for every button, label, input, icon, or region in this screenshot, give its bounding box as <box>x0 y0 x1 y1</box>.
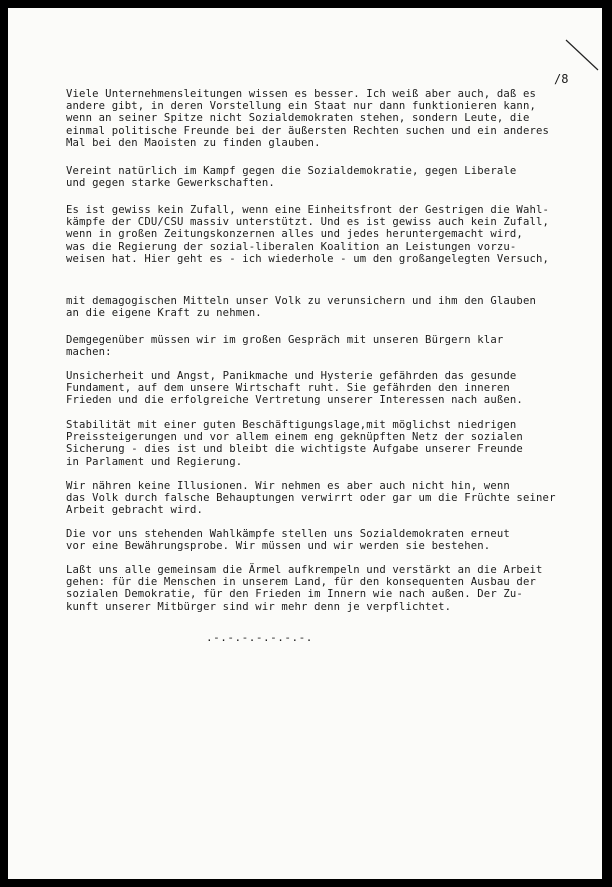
paragraph-6: Unsicherheit und Angst, Panikmache und Hysterie gefährden das gesunde Fundament, auf dem unsere Wirtschaft ruht. Sie gefährden den inneren Frieden und die erfolgreiche Vertretung unserer Interessen nach außen. <box>66 370 523 407</box>
paragraph-10: Laßt uns alle gemeinsam die Ärmel aufkrempeln und verstärkt an die Arbeit gehen: für die Menschen in unserem Land, für den konsequenten Ausbau der sozialen Demokratie, für den Frieden im Innern wie nach außen. Der Zu- kunft unserer Mitbürger sind wir mehr denn je verpflichtet. <box>66 564 543 613</box>
paragraph-9: Die vor uns stehenden Wahlkämpfe stellen uns Sozialdemokraten erneut vor eine Bewährungsprobe. Wir müssen und wir werden sie bestehen. <box>66 528 510 553</box>
paragraph-4: mit demagogischen Mitteln unser Volk zu verunsichern und ihm den Glauben an die eigene Kraft zu nehmen. <box>66 295 537 320</box>
paragraph-7: Stabilität mit einer guten Beschäftigungslage,mit möglichst niedrigen Preissteigerungen und vor allem einem eng geknüpften Netz der sozialen Sicherung - dies ist und bleibt die wichtigste Aufgabe unserer Freunde in Parlament und Regierung. <box>66 419 523 468</box>
page-number: /8 <box>554 72 569 86</box>
paragraph-5: Demgegenüber müssen wir im großen Gespräch mit unseren Bürgern klar machen: <box>66 334 504 359</box>
paragraph-1: Viele Unternehmensleitungen wissen es besser. Ich weiß aber auch, daß es andere gibt, in deren Vorstellung ein Staat nur dann funktionieren kann, wenn an seiner Spitze nicht Sozialdemokraten stehen, sondern Leute, die einmal politische Freunde bei der äußersten Rechten suchen und ein anderes Mal bei den Maoisten zu finden glauben. <box>66 88 550 149</box>
paragraph-3: Es ist gewiss kein Zufall, wenn eine Einheitsfront der Gestrigen die Wahl- kämpfe der CDU/CSU massiv unterstützt. Und es ist gewiss auch kein Zufall, wenn in großen Zeitungskonzernen alles und jedes heruntergemacht wird, was die Regierung der sozial-liberalen Koalition an Leistungen vorzu- weisen hat. Hier geht es - ich wiederhole - um den großangelegten Versuch, <box>66 204 550 265</box>
paragraph-2: Vereint natürlich im Kampf gegen die Sozialdemokratie, gegen Liberale und gegen starke Gewerkschaften. <box>66 165 517 190</box>
paragraph-8: Wir nähren keine Illusionen. Wir nehmen es aber auch nicht hin, wenn das Volk durch falsche Behauptungen verwirrt oder gar um die Früchte seiner Arbeit gebracht wird. <box>66 480 556 517</box>
end-of-text-mark: .-.-.-.-.-.-.-. <box>206 631 313 644</box>
document-page <box>8 8 602 879</box>
